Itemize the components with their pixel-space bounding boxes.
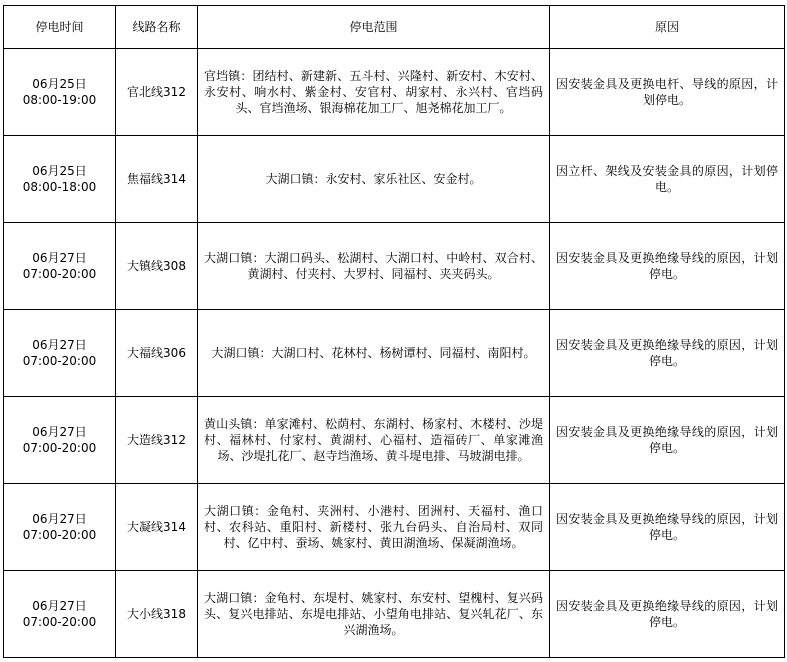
outage-time-cell: [4, 223, 116, 310]
outage-hours: 07:00-20:00: [22, 615, 97, 629]
outage-schedule-table: [3, 5, 785, 658]
header-outage-time: 停电时间: [4, 6, 116, 49]
outage-time-cell: [4, 310, 116, 397]
outage-time-cell: [4, 397, 116, 484]
line-name-cell: 焦福线314: [116, 136, 198, 223]
outage-time-cell: [4, 49, 116, 136]
outage-hours: 07:00-20:00: [22, 528, 97, 542]
outage-hours: 08:00-19:00: [22, 93, 97, 107]
outage-scope-cell: 黄山头镇：单家滩村、松荫村、东湖村、杨家村、木楼村、沙堤村、福林村、付家村、黄湖村、心福村、造福砖厂、单家滩渔场、沙堤扎花厂、赵寺垱渔场、黄斗堤电排、马坡湖电排。: [198, 397, 550, 484]
table-row: [4, 484, 785, 571]
reason-cell: 因安装金具及更换绝缘导线的原因，计划停电。: [550, 484, 785, 571]
header-reason: 原因: [550, 6, 785, 49]
outage-date: 06月27日: [32, 512, 87, 526]
table-header: [4, 6, 785, 49]
line-name-cell: 大造线312: [116, 397, 198, 484]
outage-date: 06月27日: [32, 599, 87, 613]
outage-date: 06月27日: [32, 251, 87, 265]
line-name-cell: 官北线312: [116, 49, 198, 136]
outage-hours: 07:00-20:00: [22, 354, 97, 368]
outage-time-cell: [4, 136, 116, 223]
reason-cell: 因安装金具及更换电杆、导线的原因，计划停电。: [550, 49, 785, 136]
table-body: [4, 49, 785, 658]
outage-time-cell: [4, 484, 116, 571]
outage-scope-cell: 大湖口镇：永安村、家乐社区、安金村。: [198, 136, 550, 223]
outage-scope-cell: 大湖口镇：大湖口村、花林村、杨树谭村、同福村、南阳村。: [198, 310, 550, 397]
outage-scope-cell: 官垱镇：团结村、新建新、五斗村、兴隆村、新安村、木安村、永安村、响水村、紫金村、安官村、胡家村、永兴村、官垱码头、官垱渔场、银海棉花加工厂、旭尧棉花加工厂。: [198, 49, 550, 136]
table-row: [4, 223, 785, 310]
header-row: [4, 6, 785, 49]
table-row: [4, 397, 785, 484]
table-row: [4, 571, 785, 658]
line-name-cell: 大福线306: [116, 310, 198, 397]
table-row: [4, 136, 785, 223]
reason-cell: 因安装金具及更换绝缘导线的原因，计划停电。: [550, 397, 785, 484]
line-name-cell: 大镇线308: [116, 223, 198, 310]
outage-hours: 07:00-20:00: [22, 267, 97, 281]
header-outage-scope: 停电范围: [198, 6, 550, 49]
outage-scope-cell: 大湖口镇：大湖口码头、松湖村、大湖口村、中岭村、双合村、黄湖村、付夹村、大罗村、同福村、夹夹码头。: [198, 223, 550, 310]
outage-date: 06月27日: [32, 425, 87, 439]
outage-date: 06月25日: [32, 77, 87, 91]
table-row: [4, 310, 785, 397]
reason-cell: 因安装金具及更换绝缘导线的原因，计划停电。: [550, 571, 785, 658]
outage-hours: 07:00-20:00: [22, 441, 97, 455]
outage-scope-cell: 大湖口镇：金龟村、夹洲村、小港村、团洲村、天福村、渔口村、农科站、重阳村、新楼村、张九台码头、自治局村、双同村、亿中村、蚕场、姚家村、黄田湖渔场、保凝湖渔场。: [198, 484, 550, 571]
outage-date: 06月25日: [32, 164, 87, 178]
reason-cell: 因安装金具及更换绝缘导线的原因，计划停电。: [550, 310, 785, 397]
reason-cell: 因安装金具及更换绝缘导线的原因，计划停电。: [550, 223, 785, 310]
outage-time-cell: [4, 571, 116, 658]
table-row: [4, 49, 785, 136]
line-name-cell: 大凝线314: [116, 484, 198, 571]
outage-hours: 08:00-18:00: [22, 180, 97, 194]
header-line-name: 线路名称: [116, 6, 198, 49]
line-name-cell: 大小线318: [116, 571, 198, 658]
reason-cell: 因立杆、架线及安装金具的原因，计划停电。: [550, 136, 785, 223]
outage-date: 06月27日: [32, 338, 87, 352]
outage-scope-cell: 大湖口镇：金龟村、东堤村、姚家村、东安村、望槐村、复兴码头、复兴电排站、东堤电排站、小望角电排站、复兴轧花厂、东兴湖渔场。: [198, 571, 550, 658]
